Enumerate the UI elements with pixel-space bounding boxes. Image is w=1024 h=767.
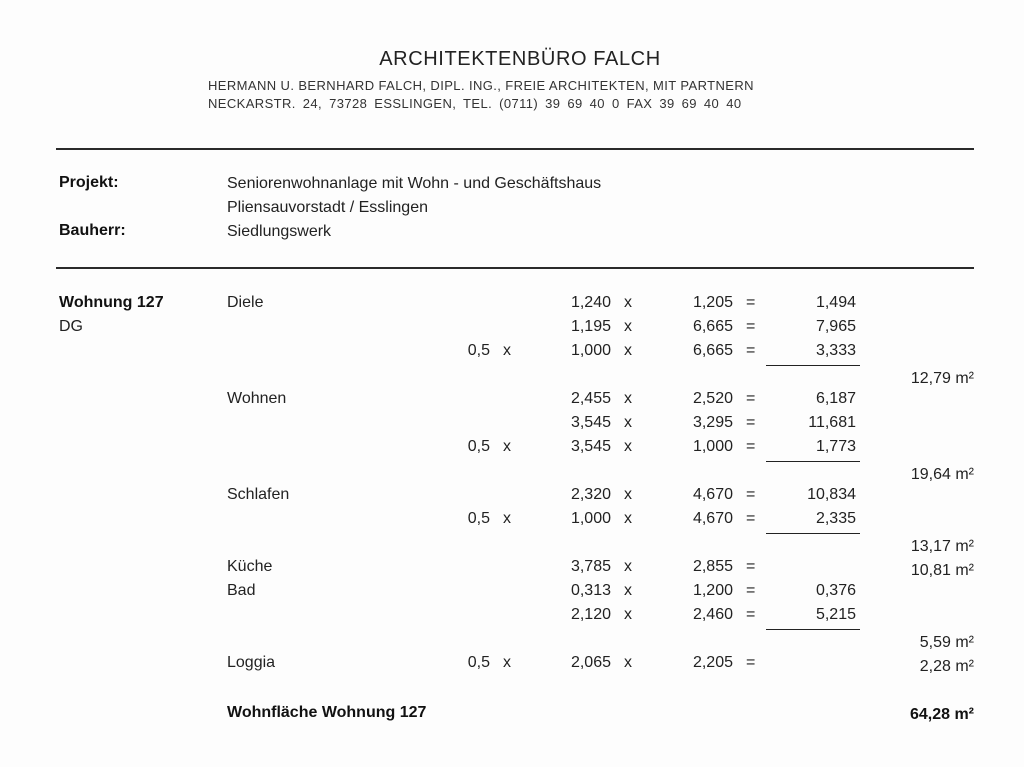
row-width: 4,670 [692, 486, 733, 503]
row-length: 2,320 [570, 486, 611, 503]
firm-partners: HERMANN U. BERNHARD FALCH, DIPL. ING., FREIE ARCHITEKTEN, MIT PARTNERN [208, 78, 754, 93]
subtotal-underline [766, 461, 860, 462]
equals-sign: = [746, 606, 756, 623]
row-result: 0,376 [815, 582, 856, 599]
row-result: 1,494 [815, 294, 856, 311]
row-result: 6,187 [815, 390, 856, 407]
projekt-line2: Pliensauvorstadt / Esslingen [227, 199, 428, 216]
row-length: 3,545 [570, 438, 611, 455]
row-width: 4,670 [692, 510, 733, 527]
row-result: 10,834 [807, 486, 856, 503]
subtotal-loggia: 2,28 m² [919, 658, 974, 675]
subtotal-underline [766, 629, 860, 630]
row-width: 1,000 [692, 438, 733, 455]
times-sign: x [624, 414, 632, 431]
row-width: 3,295 [692, 414, 733, 431]
equals-sign: = [746, 582, 756, 599]
row-length: 1,000 [570, 510, 611, 527]
room-name: Schlafen [227, 486, 290, 503]
row-factor: 0,5 [467, 510, 490, 527]
equals-sign: = [746, 390, 756, 407]
header-divider [56, 148, 974, 150]
projekt-line1: Seniorenwohnanlage mit Wohn - und Geschäftshaus [227, 175, 602, 192]
subtotal-bad: 5,59 m² [919, 634, 974, 651]
row-result: 3,333 [815, 342, 856, 359]
subtotal-diele: 12,79 m² [910, 370, 974, 387]
times-sign: x [624, 438, 632, 455]
equals-sign: = [746, 294, 756, 311]
times-sign: x [624, 582, 632, 599]
times-sign: x [624, 294, 632, 311]
row-length: 2,455 [570, 390, 611, 407]
row-width: 2,520 [692, 390, 733, 407]
times-sign: x [503, 438, 511, 455]
row-width: 2,855 [692, 558, 733, 575]
equals-sign: = [746, 510, 756, 527]
firm-address: NECKARSTR. 24, 73728 ESSLINGEN, TEL. (0711) 39 69 40 0 FAX 39 69 40 40 [208, 96, 742, 111]
equals-sign: = [746, 438, 756, 455]
row-factor: 0,5 [467, 438, 490, 455]
times-sign: x [503, 510, 511, 527]
times-sign: x [624, 654, 632, 671]
equals-sign: = [746, 558, 756, 575]
apartment-floor: DG [59, 318, 83, 335]
row-length: 3,785 [570, 558, 611, 575]
row-length: 3,545 [570, 414, 611, 431]
subtotal-kueche: 10,81 m² [910, 562, 974, 579]
row-width: 1,200 [692, 582, 733, 599]
row-result: 7,965 [815, 318, 856, 335]
bauherr-value: Siedlungswerk [227, 223, 332, 240]
times-sign: x [624, 606, 632, 623]
room-name: Küche [227, 558, 273, 575]
total-value: 64,28 m² [909, 706, 974, 723]
times-sign: x [624, 510, 632, 527]
equals-sign: = [746, 486, 756, 503]
subtotal-wohnen: 19,64 m² [910, 466, 974, 483]
times-sign: x [624, 390, 632, 407]
times-sign: x [624, 318, 632, 335]
row-result: 11,681 [808, 414, 856, 431]
subtotal-underline [766, 365, 860, 366]
subtotal-underline [766, 533, 860, 534]
total-label: Wohnfläche Wohnung 127 [227, 704, 427, 721]
row-width: 1,205 [692, 294, 733, 311]
equals-sign: = [746, 654, 756, 671]
row-factor: 0,5 [467, 654, 490, 671]
times-sign: x [624, 342, 632, 359]
apartment-name: Wohnung 127 [59, 294, 164, 311]
times-sign: x [503, 654, 511, 671]
firm-name: ARCHITEKTENBÜRO FALCH [379, 48, 661, 70]
subtotal-schlafen: 13,17 m² [910, 538, 974, 555]
room-name: Wohnen [227, 390, 287, 407]
row-length: 0,313 [570, 582, 611, 599]
equals-sign: = [746, 342, 756, 359]
row-result: 2,335 [815, 510, 856, 527]
row-width: 2,205 [692, 654, 733, 671]
room-name: Diele [227, 294, 264, 311]
row-width: 2,460 [692, 606, 733, 623]
times-sign: x [624, 558, 632, 575]
times-sign: x [503, 342, 511, 359]
row-length: 1,240 [570, 294, 611, 311]
equals-sign: = [746, 414, 756, 431]
row-width: 6,665 [692, 318, 733, 335]
row-length: 2,065 [570, 654, 611, 671]
times-sign: x [624, 486, 632, 503]
projekt-label: Projekt: [59, 174, 119, 191]
room-name: Bad [227, 582, 256, 599]
row-length: 1,000 [570, 342, 611, 359]
row-factor: 0,5 [467, 342, 490, 359]
room-name: Loggia [227, 654, 276, 671]
equals-sign: = [746, 318, 756, 335]
row-length: 2,120 [570, 606, 611, 623]
bauherr-label: Bauherr: [59, 222, 126, 239]
row-result: 1,773 [815, 438, 856, 455]
row-width: 6,665 [692, 342, 733, 359]
project-divider [56, 267, 974, 269]
row-length: 1,195 [570, 318, 611, 335]
row-result: 5,215 [815, 606, 856, 623]
